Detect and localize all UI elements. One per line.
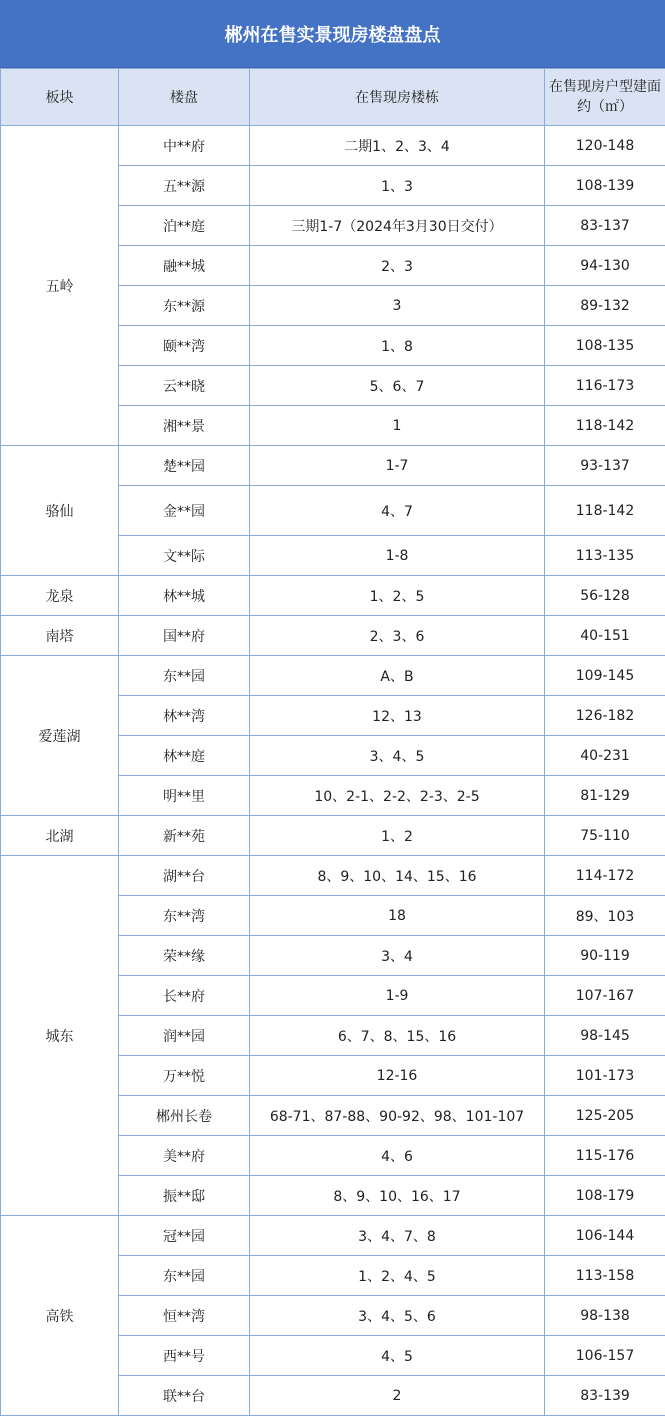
project-cell: 东**源	[119, 286, 250, 326]
table-row	[1, 616, 665, 656]
area-cell: 98-138	[545, 1296, 665, 1336]
buildings-cell: 1、8	[250, 326, 545, 366]
area-cell: 101-173	[545, 1056, 665, 1096]
area-cell: 114-172	[545, 856, 665, 896]
project-cell: 郴州长卷	[119, 1096, 250, 1136]
buildings-cell: 2	[250, 1376, 545, 1416]
project-cell: 金**园	[119, 486, 250, 536]
area-cell: 106-157	[545, 1336, 665, 1376]
area-cell: 113-158	[545, 1256, 665, 1296]
area-cell: 108-139	[545, 166, 665, 206]
buildings-cell: 1、2、4、5	[250, 1256, 545, 1296]
area-cell: 83-137	[545, 206, 665, 246]
buildings-cell: 4、7	[250, 486, 545, 536]
area-cell: 56-128	[545, 576, 665, 616]
buildings-cell: 三期1-7（2024年3月30日交付）	[250, 206, 545, 246]
project-cell: 万**悦	[119, 1056, 250, 1096]
header-district: 板块	[1, 69, 119, 126]
buildings-cell: 1、2、5	[250, 576, 545, 616]
project-cell: 荣**缘	[119, 936, 250, 976]
table-row	[1, 446, 665, 486]
project-cell: 林**城	[119, 576, 250, 616]
area-cell: 75-110	[545, 816, 665, 856]
project-cell: 中**府	[119, 126, 250, 166]
area-cell: 115-176	[545, 1136, 665, 1176]
table-row	[1, 126, 665, 166]
buildings-cell: 2、3	[250, 246, 545, 286]
table-row	[1, 576, 665, 616]
table-row	[1, 656, 665, 696]
buildings-cell: 68-71、87-88、90-92、98、101-107	[250, 1096, 545, 1136]
project-cell: 振**邸	[119, 1176, 250, 1216]
buildings-cell: 3、4、5、6	[250, 1296, 545, 1336]
page-title: 郴州在售实景现房楼盘盘点	[0, 0, 665, 68]
buildings-cell: 4、5	[250, 1336, 545, 1376]
project-cell: 湖**台	[119, 856, 250, 896]
buildings-cell: 3、4	[250, 936, 545, 976]
project-cell: 云**晓	[119, 366, 250, 406]
buildings-cell: 8、9、10、16、17	[250, 1176, 545, 1216]
buildings-cell: 6、7、8、15、16	[250, 1016, 545, 1056]
project-cell: 林**湾	[119, 696, 250, 736]
project-cell: 湘**景	[119, 406, 250, 446]
area-cell: 40-231	[545, 736, 665, 776]
area-cell: 116-173	[545, 366, 665, 406]
project-cell: 颐**湾	[119, 326, 250, 366]
buildings-cell: 1-7	[250, 446, 545, 486]
project-cell: 林**庭	[119, 736, 250, 776]
district-cell: 爱莲湖	[1, 656, 119, 816]
project-cell: 泊**庭	[119, 206, 250, 246]
table-row	[1, 1216, 665, 1256]
area-cell: 120-148	[545, 126, 665, 166]
area-cell: 83-139	[545, 1376, 665, 1416]
buildings-cell: 1	[250, 406, 545, 446]
area-cell: 106-144	[545, 1216, 665, 1256]
project-cell: 润**园	[119, 1016, 250, 1056]
project-cell: 国**府	[119, 616, 250, 656]
table-row	[1, 816, 665, 856]
buildings-cell: 4、6	[250, 1136, 545, 1176]
area-cell: 94-130	[545, 246, 665, 286]
buildings-cell: 10、2-1、2-2、2-3、2-5	[250, 776, 545, 816]
buildings-cell: 2、3、6	[250, 616, 545, 656]
project-cell: 冠**园	[119, 1216, 250, 1256]
buildings-cell: 3、4、7、8	[250, 1216, 545, 1256]
buildings-cell: 1-8	[250, 536, 545, 576]
table-header-row	[1, 69, 665, 126]
buildings-cell: A、B	[250, 656, 545, 696]
header-area: 在售现房户型建面约（㎡）	[545, 69, 665, 126]
buildings-cell: 二期1、2、3、4	[250, 126, 545, 166]
project-cell: 融**城	[119, 246, 250, 286]
project-cell: 联**台	[119, 1376, 250, 1416]
area-cell: 109-145	[545, 656, 665, 696]
project-cell: 东**园	[119, 656, 250, 696]
area-cell: 118-142	[545, 406, 665, 446]
area-cell: 113-135	[545, 536, 665, 576]
buildings-cell: 18	[250, 896, 545, 936]
area-cell: 98-145	[545, 1016, 665, 1056]
area-cell: 118-142	[545, 486, 665, 536]
project-cell: 文**际	[119, 536, 250, 576]
buildings-cell: 1、2	[250, 816, 545, 856]
buildings-cell: 3、4、5	[250, 736, 545, 776]
project-cell: 长**府	[119, 976, 250, 1016]
area-cell: 107-167	[545, 976, 665, 1016]
header-project: 楼盘	[119, 69, 250, 126]
buildings-cell: 8、9、10、14、15、16	[250, 856, 545, 896]
project-cell: 新**苑	[119, 816, 250, 856]
area-cell: 126-182	[545, 696, 665, 736]
district-cell: 龙泉	[1, 576, 119, 616]
area-cell: 90-119	[545, 936, 665, 976]
area-cell: 40-151	[545, 616, 665, 656]
header-buildings: 在售现房楼栋	[250, 69, 545, 126]
table-body	[1, 126, 665, 1416]
project-cell: 东**园	[119, 1256, 250, 1296]
project-cell: 东**湾	[119, 896, 250, 936]
area-cell: 89-132	[545, 286, 665, 326]
district-cell: 高铁	[1, 1216, 119, 1416]
listing-table	[0, 68, 665, 1416]
buildings-cell: 5、6、7	[250, 366, 545, 406]
area-cell: 89、103	[545, 896, 665, 936]
district-cell: 骆仙	[1, 446, 119, 576]
project-cell: 西**号	[119, 1336, 250, 1376]
project-cell: 美**府	[119, 1136, 250, 1176]
district-cell: 北湖	[1, 816, 119, 856]
district-cell: 南塔	[1, 616, 119, 656]
table-row	[1, 856, 665, 896]
buildings-cell: 1-9	[250, 976, 545, 1016]
area-cell: 125-205	[545, 1096, 665, 1136]
project-cell: 明**里	[119, 776, 250, 816]
buildings-cell: 12、13	[250, 696, 545, 736]
district-cell: 五岭	[1, 126, 119, 446]
buildings-cell: 3	[250, 286, 545, 326]
area-cell: 93-137	[545, 446, 665, 486]
project-cell: 五**源	[119, 166, 250, 206]
project-cell: 楚**园	[119, 446, 250, 486]
area-cell: 81-129	[545, 776, 665, 816]
buildings-cell: 12-16	[250, 1056, 545, 1096]
area-cell: 108-135	[545, 326, 665, 366]
project-cell: 恒**湾	[119, 1296, 250, 1336]
area-cell: 108-179	[545, 1176, 665, 1216]
district-cell: 城东	[1, 856, 119, 1216]
buildings-cell: 1、3	[250, 166, 545, 206]
